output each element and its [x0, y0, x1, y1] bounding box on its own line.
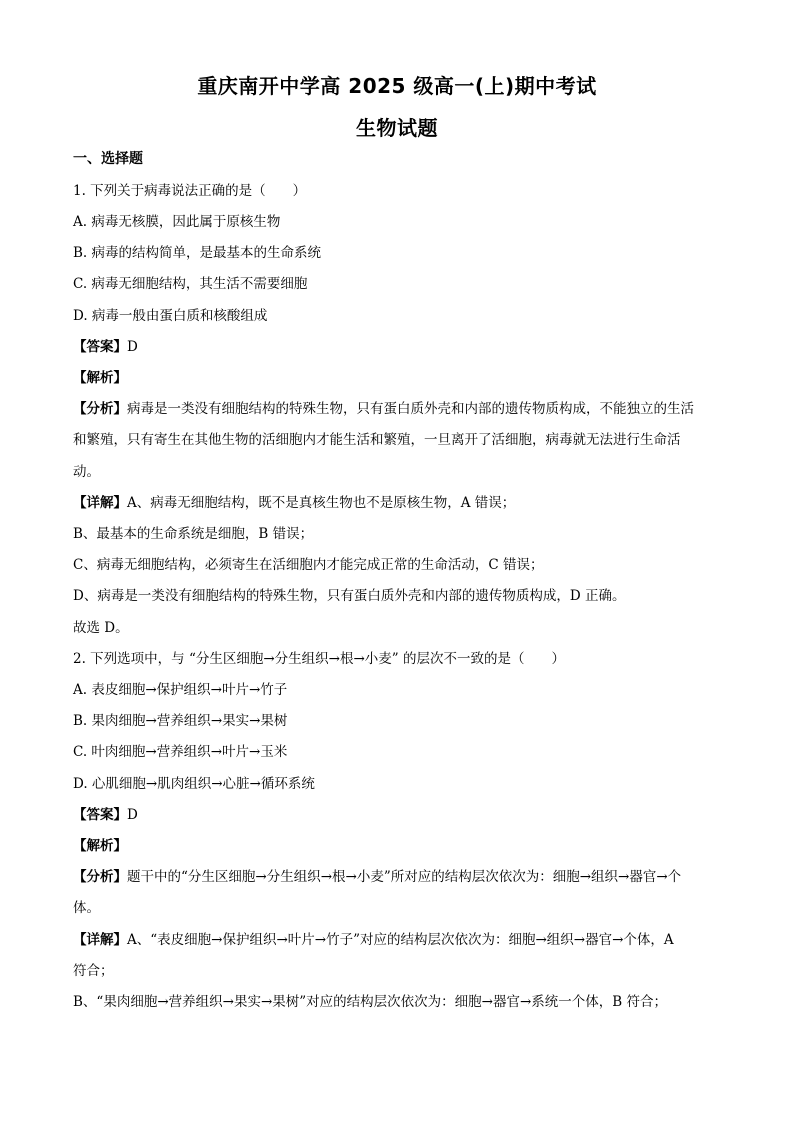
- q1-answer: [73, 337, 733, 357]
- q1-detail-b: B、最基本的生命系统是细胞，B 错误；: [73, 526, 314, 542]
- q2-detail-a-line-1: [73, 930, 733, 950]
- q1-jiexi: [73, 368, 733, 388]
- q1-analysis-text-1: 病毒是一类没有细胞结构的特殊生物，只有蛋白质外壳和内部的遗传物质构成，不能独立的生活: [127, 401, 694, 417]
- fenxi-label: 【分析】: [73, 869, 127, 885]
- q1-analysis-line-3: 动。: [73, 464, 100, 480]
- q2-option-a: A. 表皮细胞→保护组织→叶片→竹子: [73, 682, 288, 698]
- q1-answer-value: D: [127, 339, 138, 355]
- q2-analysis-line-1: [73, 867, 733, 887]
- q2-detail-b: B、“果肉细胞→营养组织→果实→果树”对应的结构层次依次为：细胞→器官→系统一个体，B 符合；: [73, 994, 667, 1010]
- q2-analysis-text-1: 题干中的“分生区细胞→分生组织→根→小麦”所对应的结构层次依次为：细胞→组织→器官→个: [127, 869, 682, 885]
- jiexi-label: 【解析】: [73, 838, 127, 854]
- q1-option-d: D. 病毒一般由蛋白质和核酸组成: [73, 308, 268, 324]
- q2-answer-value: D: [127, 807, 138, 823]
- q2-analysis-line-2: 体。: [73, 900, 100, 916]
- q2-option-b: B. 果肉细胞→营养组织→果实→果树: [73, 713, 288, 729]
- q1-option-c: C. 病毒无细胞结构，其生活不需要细胞: [73, 276, 308, 292]
- q1-detail-c: C、病毒无细胞结构，必须寄生在活细胞内才能完成正常的生命活动，C 错误；: [73, 557, 544, 573]
- q1-conclusion: 故选 D。: [73, 620, 129, 636]
- q1-stem: 1. 下列关于病毒说法正确的是（ ）: [73, 183, 307, 199]
- q2-detail-a-text-1: A、“表皮细胞→保护组织→叶片→竹子”对应的结构层次依次为：细胞→组织→器官→个体，A: [127, 932, 674, 948]
- q2-detail-a-line-2: 符合；: [73, 963, 114, 979]
- q1-detail-d: D、病毒是一类没有细胞结构的特殊生物，只有蛋白质外壳和内部的遗传物质构成，D 正确。: [73, 588, 626, 604]
- xiangjie-label: 【详解】: [73, 495, 127, 511]
- q2-option-d: D. 心肌细胞→肌肉组织→心脏→循环系统: [73, 776, 315, 792]
- answer-label: 【答案】: [73, 807, 127, 823]
- answer-label: 【答案】: [73, 339, 127, 355]
- document-subtitle: 生物试题: [356, 116, 438, 140]
- q1-detail-a-text: A、病毒无细胞结构，既不是真核生物也不是原核生物，A 错误；: [127, 495, 516, 511]
- q1-option-b: B. 病毒的结构简单，是最基本的生命系统: [73, 245, 322, 261]
- q2-jiexi: [73, 836, 733, 856]
- q1-analysis-line-1: [73, 399, 733, 419]
- jiexi-label: 【解析】: [73, 370, 127, 386]
- document-title: 重庆南开中学高 2025 级高一(上)期中考试: [197, 74, 597, 98]
- q2-answer: [73, 805, 733, 825]
- q1-option-a: A. 病毒无核膜，因此属于原核生物: [73, 214, 281, 230]
- q1-analysis-line-2: 和繁殖，只有寄生在其他生物的活细胞内才能生活和繁殖，一旦离开了活细胞，病毒就无法进行生命活: [73, 432, 681, 448]
- fenxi-label: 【分析】: [73, 401, 127, 417]
- q2-stem: 2. 下列选项中，与 “分生区细胞→分生组织→根→小麦” 的层次不一致的是（ ）: [73, 651, 565, 667]
- q1-detail-a: [73, 493, 733, 513]
- section-heading: 一、选择题: [73, 151, 143, 167]
- q2-option-c: C. 叶肉细胞→营养组织→叶片→玉米: [73, 744, 288, 760]
- xiangjie-label: 【详解】: [73, 932, 127, 948]
